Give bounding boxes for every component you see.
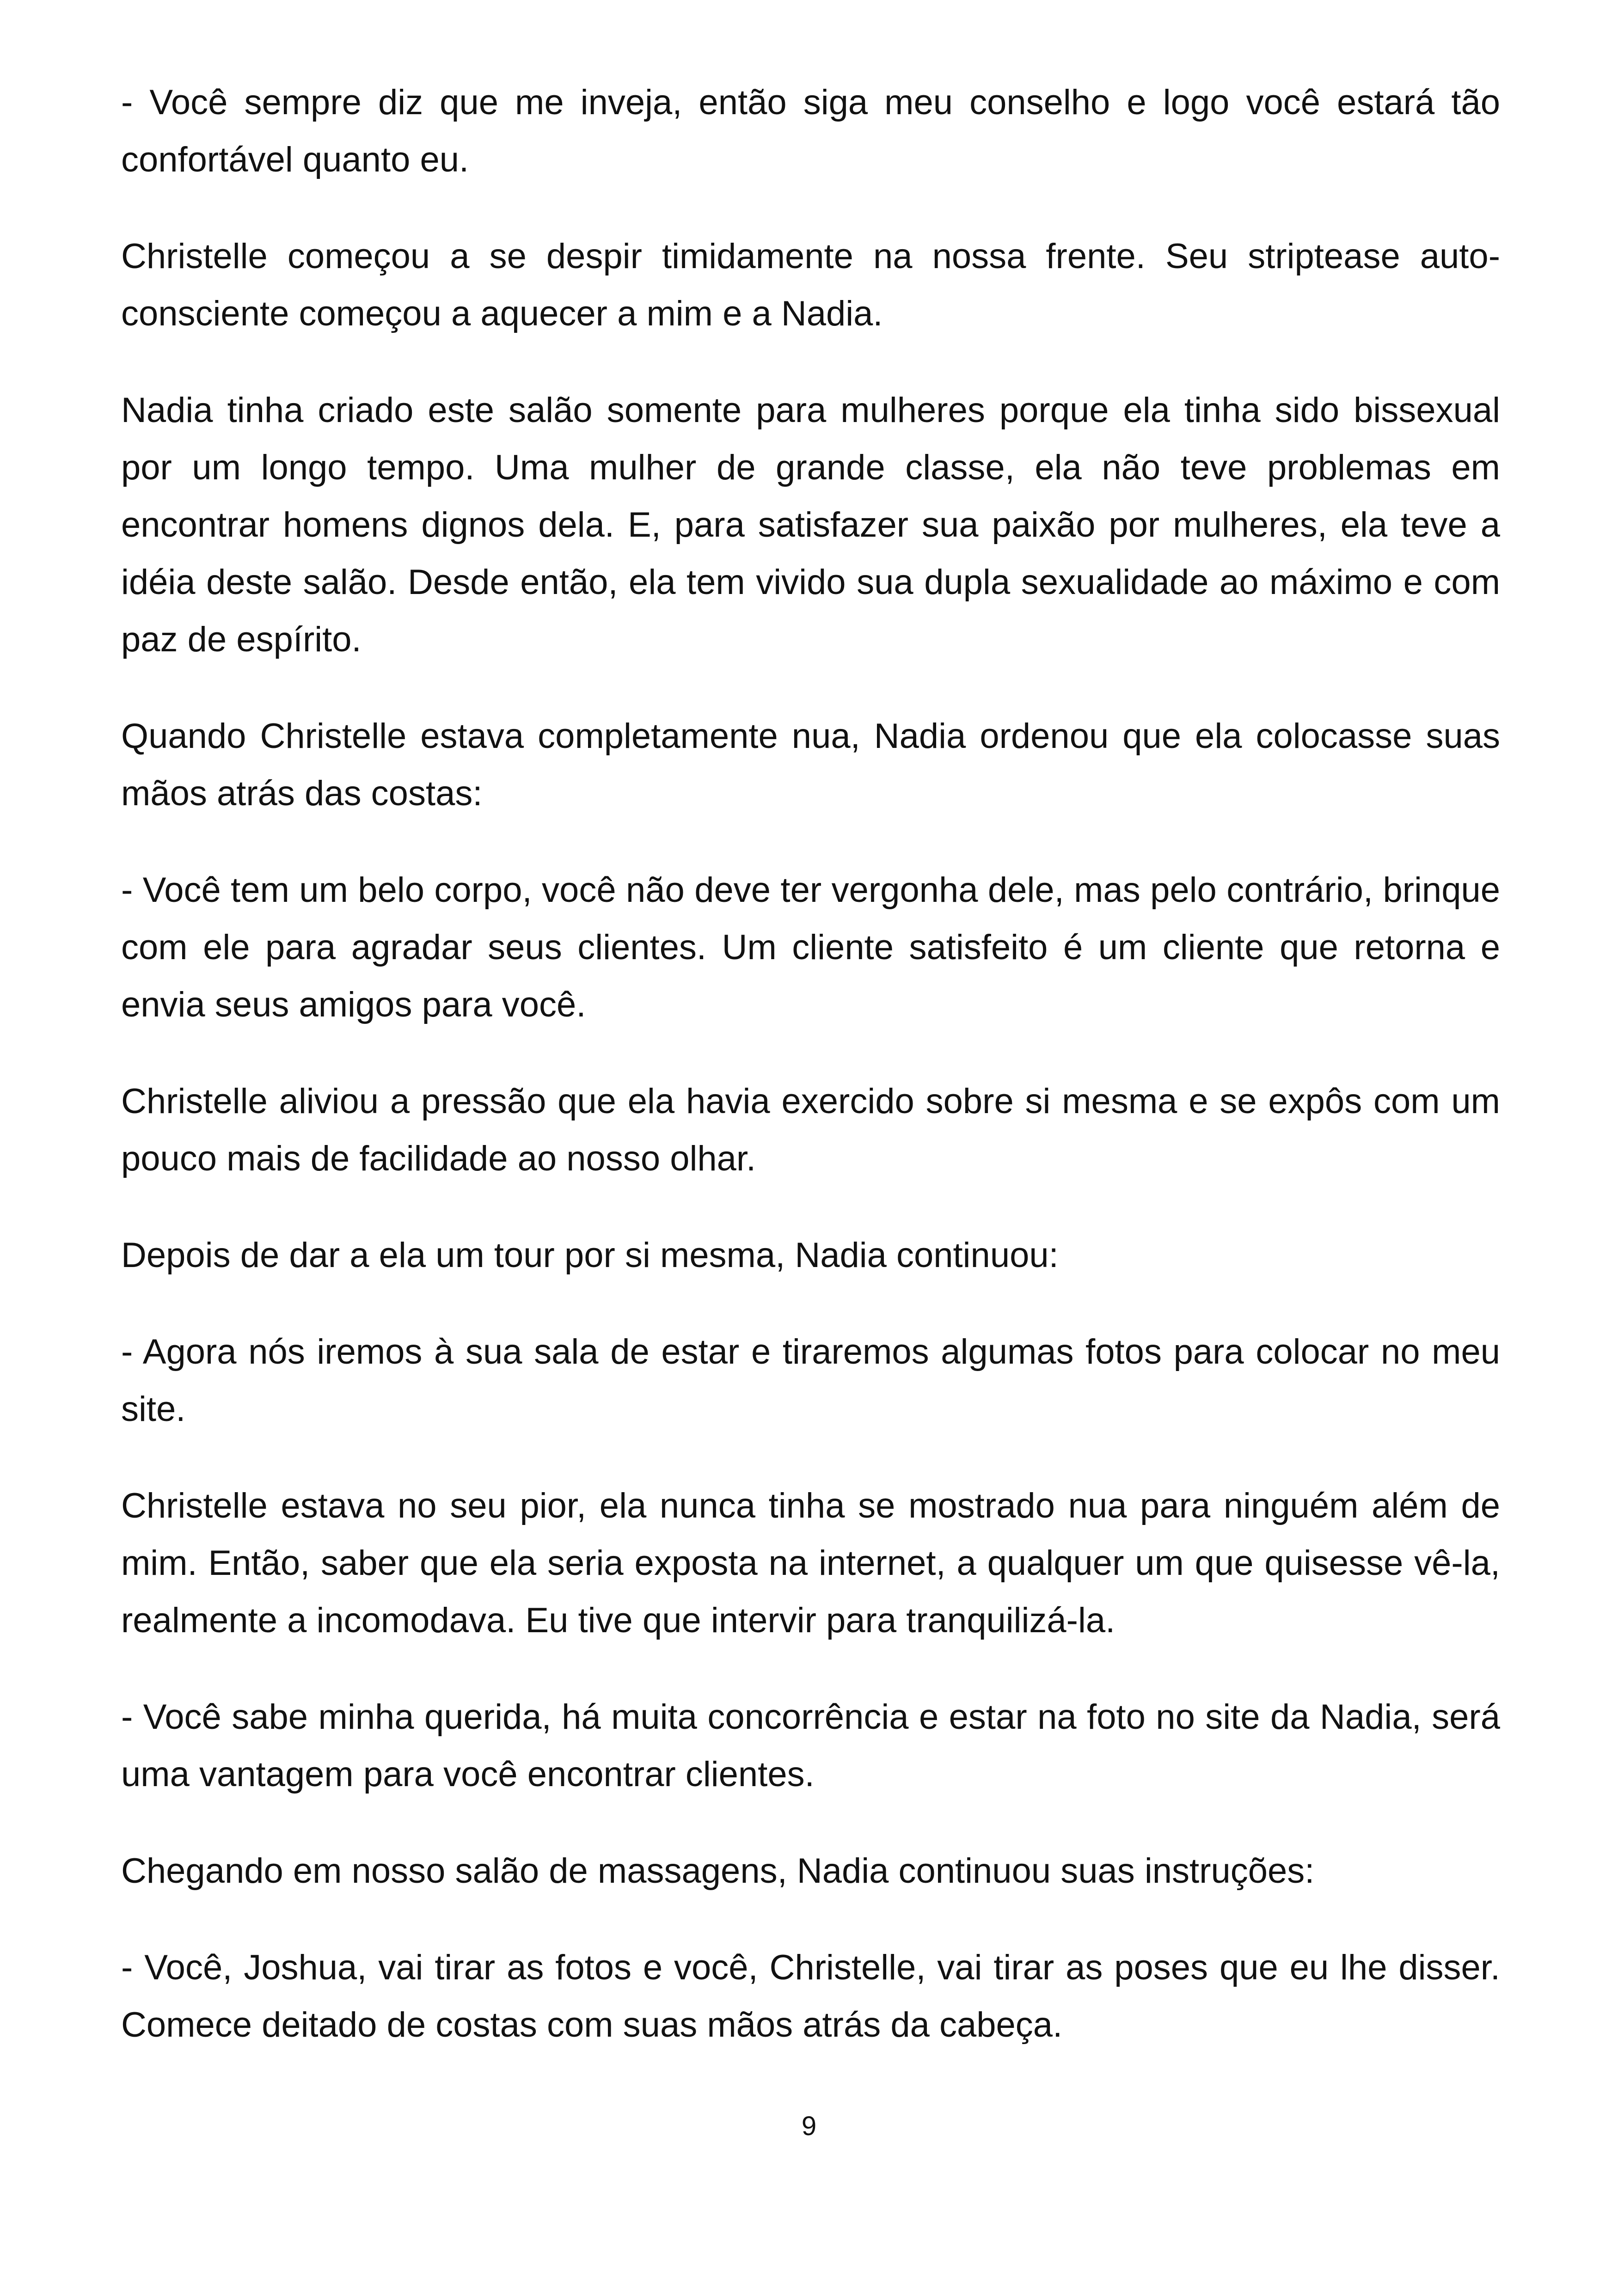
page-number: 9: [801, 2111, 817, 2141]
body-text: [121, 74, 1500, 2093]
paragraph: - Você sabe minha querida, há muita concorrência e estar na foto no site da Nadia, será uma vantagem para você encontrar clientes.: [121, 1697, 1500, 1794]
paragraph: Christelle começou a se despir timidamente na nossa frente. Seu striptease auto-consciente começou a aquecer a mim e a Nadia.: [121, 237, 1500, 333]
paragraph: Chegando em nosso salão de massagens, Nadia continuou suas instruções:: [121, 1851, 1315, 1891]
paragraph: - Agora nós iremos à sua sala de estar e tiraremos algumas fotos para colocar no meu site.: [121, 1332, 1500, 1429]
paragraph: - Você tem um belo corpo, você não deve ter vergonha dele, mas pelo contrário, brinque com ele para agradar seus clientes. Um cliente satisfeito é um cliente que retorna e envia seus amigos para você.: [121, 870, 1500, 1024]
paragraph: - Você sempre diz que me inveja, então siga meu conselho e logo você estará tão confortável quanto eu.: [121, 83, 1500, 179]
paragraph: Quando Christelle estava completamente nua, Nadia ordenou que ela colocasse suas mãos atrás das costas:: [121, 716, 1500, 813]
paragraph: Nadia tinha criado este salão somente para mulheres porque ela tinha sido bissexual por um longo tempo. Uma mulher de grande classe, ela não teve problemas em encontrar homens dignos dela. E, para satisfazer sua paixão por mulheres, ela teve a idéia deste salão. Desde então, ela tem vivido sua dupla sexualidade ao máximo e com paz de espírito.: [121, 391, 1500, 659]
paragraph: - Você, Joshua, vai tirar as fotos e você, Christelle, vai tirar as poses que eu lhe disser. Comece deitado de costas com suas mãos atrás da cabeça.: [121, 1948, 1500, 2045]
paragraph: Christelle aliviou a pressão que ela havia exercido sobre si mesma e se expôs com um pouco mais de facilidade ao nosso olhar.: [121, 1082, 1500, 1178]
paragraph: Christelle estava no seu pior, ela nunca tinha se mostrado nua para ninguém além de mim. Então, saber que ela seria exposta na internet, a qualquer um que quisesse vê-la, realmente a incomodava. Eu tive que intervir para tranquilizá-la.: [121, 1486, 1500, 1640]
paragraph: Depois de dar a ela um tour por si mesma, Nadia continuou:: [121, 1236, 1059, 1275]
